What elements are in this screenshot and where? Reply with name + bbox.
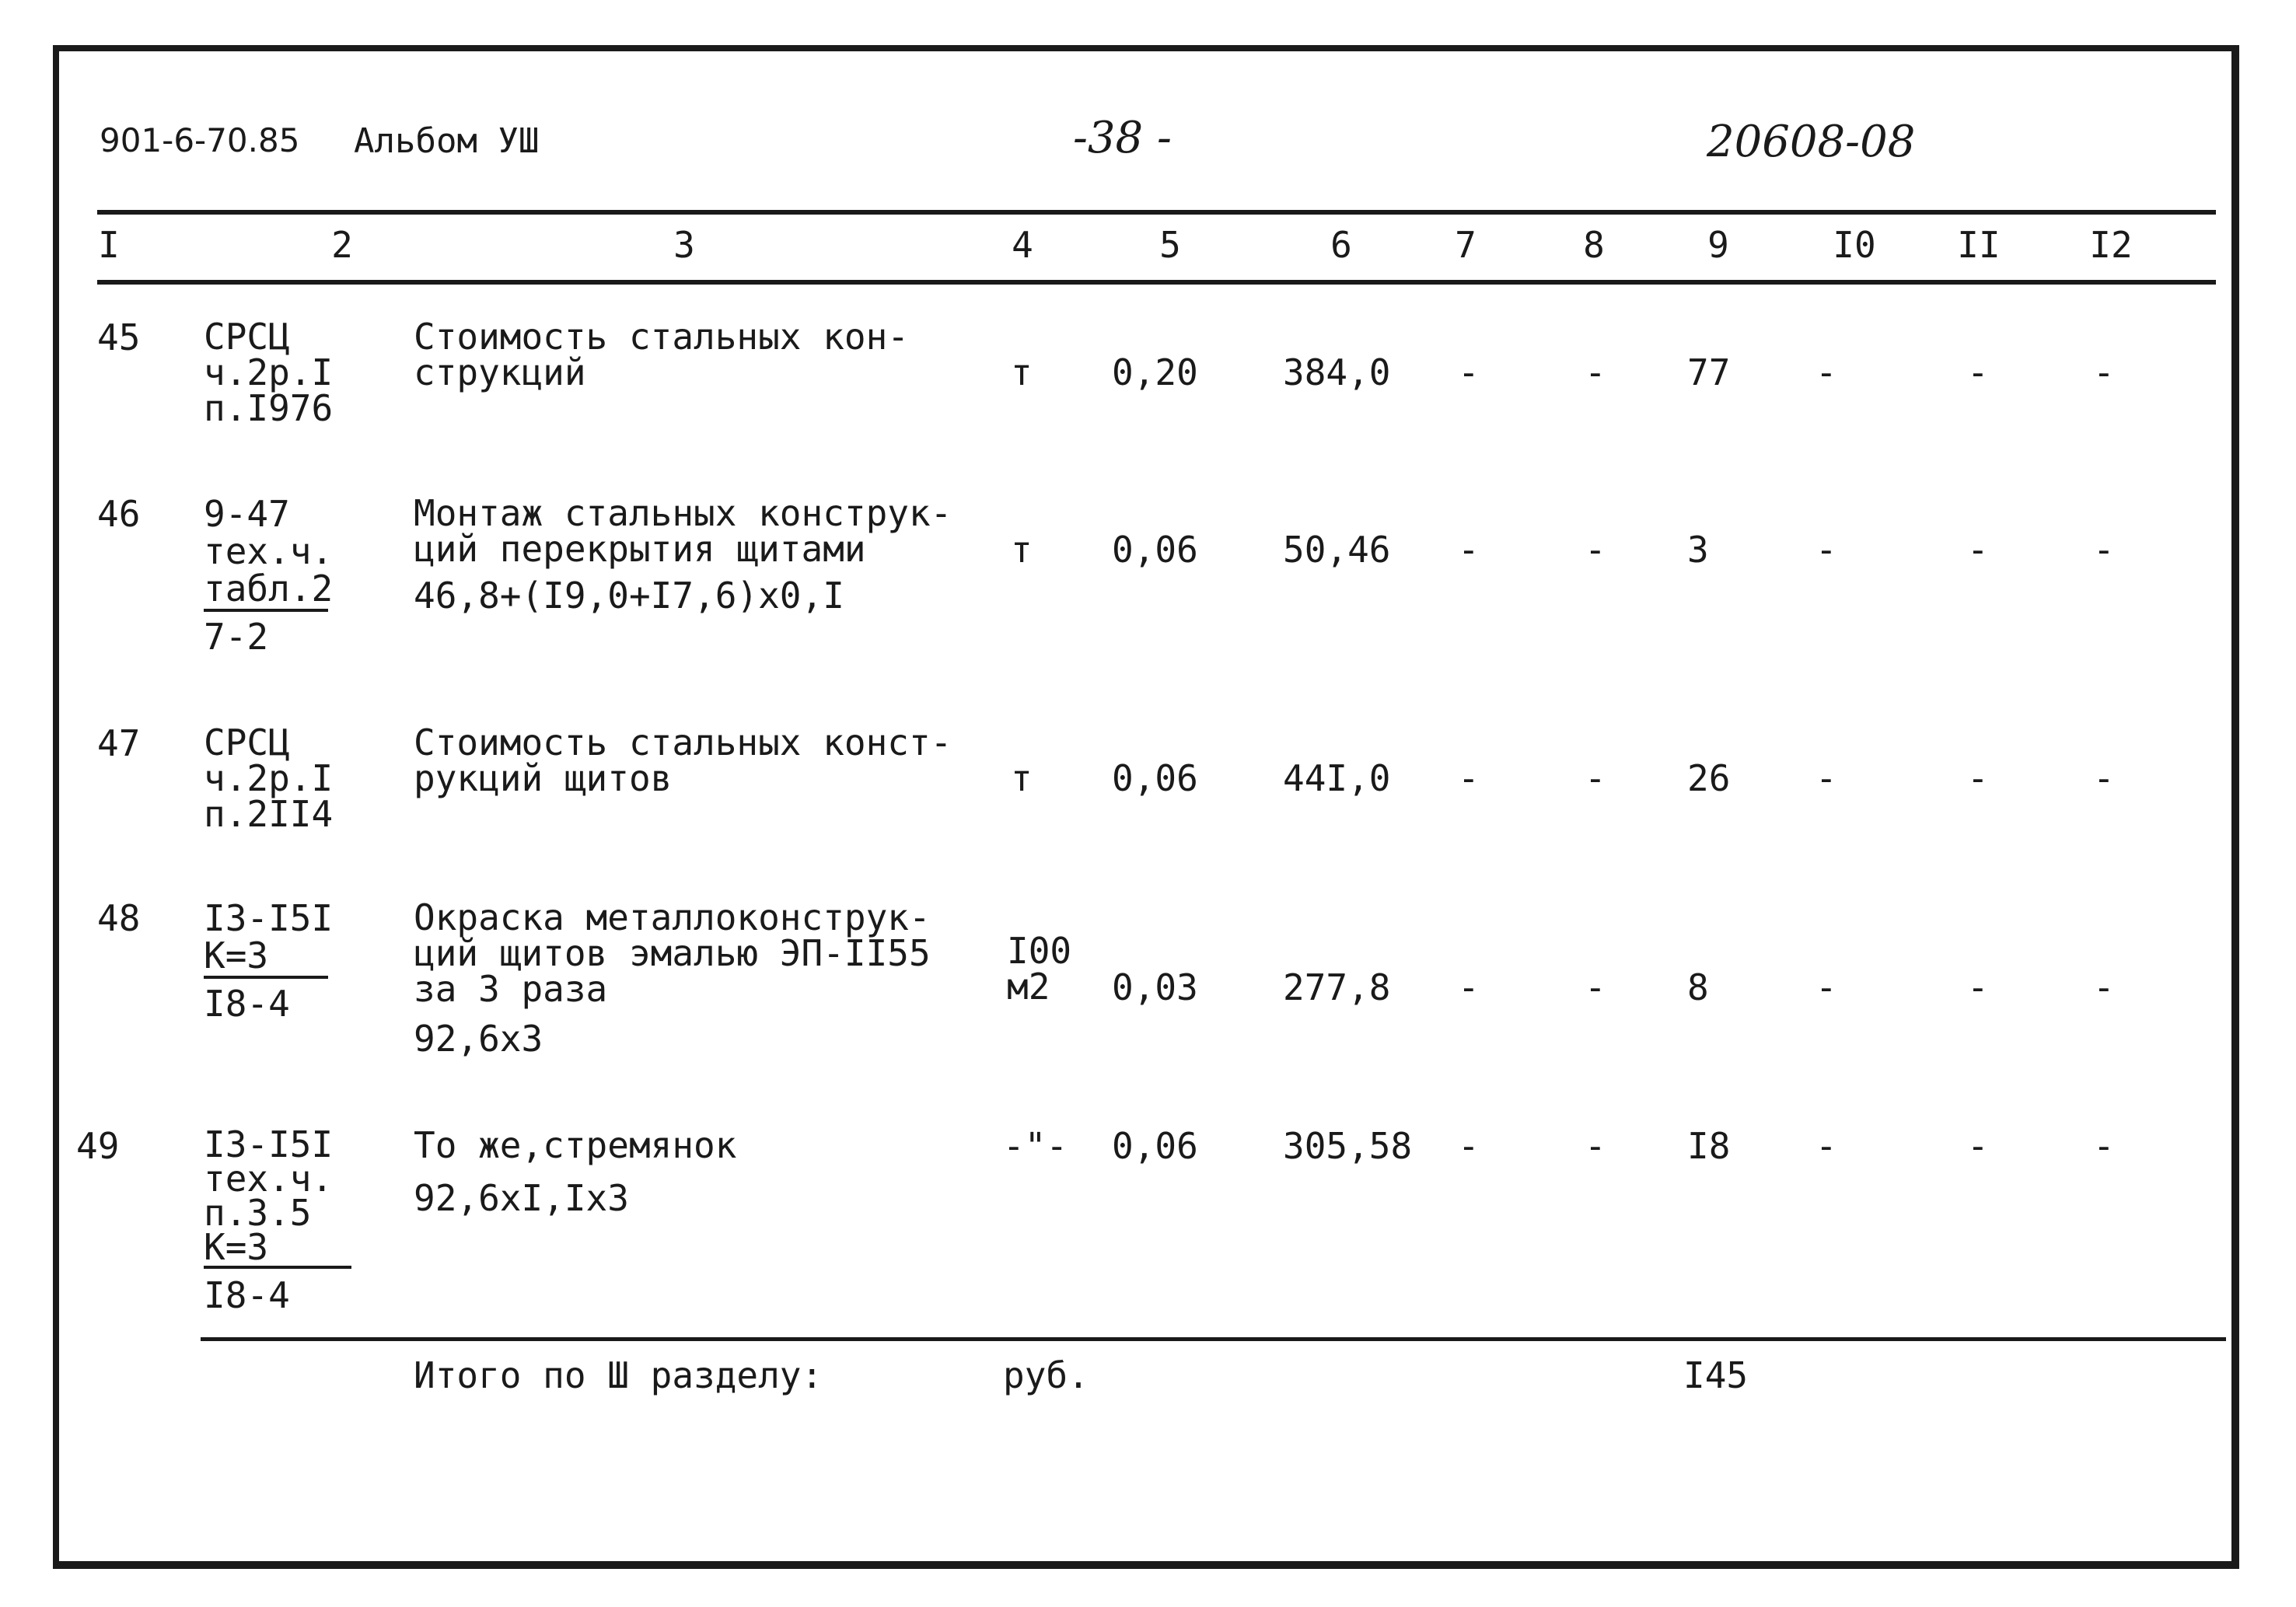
row-46-unit: т [1011,529,1033,571]
basis-line-underlined [204,570,333,612]
row-45-price: 384,0 [1283,351,1391,393]
row-49-col12: - [2093,1125,2115,1167]
column-header-8: 8 [1583,224,1605,266]
basis-line: I3-I5I [204,1123,334,1165]
row-49-col10: - [1815,1125,1837,1167]
row-49-quantity: 0,06 [1112,1125,1198,1167]
row-45-col12: - [2093,351,2115,393]
basis-line: СРСЦ [204,316,290,358]
row-45-basis [204,316,334,429]
basis-line: п.2II4 [204,793,334,835]
basis-line: ч.2р.I [204,351,334,393]
row-48-quantity: 0,03 [1112,966,1198,1008]
column-header-5: 5 [1159,224,1181,266]
basis-line: СРСЦ [204,721,290,763]
column-header-7: 7 [1455,224,1476,266]
row-45-col8: - [1585,351,1606,393]
row-45-col7: - [1458,351,1480,393]
total-rule [201,1337,2226,1341]
basis-line: тех.ч. [204,530,334,572]
row-46-col8: - [1585,529,1606,571]
row-48-col12: - [2093,966,2115,1008]
basis-line: 9-47 [204,493,290,535]
row-49-basis [204,1123,351,1316]
row-47-col10: - [1815,757,1837,799]
row-48-col7: - [1458,966,1480,1008]
row-49-unit: -"- [1003,1125,1068,1167]
total-value: I45 [1683,1354,1749,1396]
basis-fraction-top: К=3 [204,1230,351,1269]
row-49-total: I8 [1687,1125,1731,1167]
row-46-total: 3 [1687,529,1709,571]
column-header-3: 3 [673,224,695,266]
row-48-price: 277,8 [1283,966,1391,1008]
basis-line-underlined [204,937,333,979]
description-line: рукций щитов [414,757,673,799]
basis-line: тех.ч. [204,1158,334,1200]
unit-line: м2 [1007,966,1050,1008]
row-45-description [414,316,909,393]
row-47-total: 26 [1687,757,1731,799]
formula-line: 92,6xI,Ix3 [414,1177,629,1219]
row-48-unit [1007,930,1072,1008]
row-46-col12: - [2093,529,2115,571]
row-47-number: 47 [97,722,141,764]
row-47-unit: т [1011,757,1033,799]
basis-line: п.3.5 [204,1192,312,1234]
column-header-1: I [98,224,120,266]
row-45-quantity: 0,20 [1112,351,1198,393]
basis-line: п.I976 [204,387,334,429]
row-48-total: 8 [1687,966,1709,1008]
row-45-unit: т [1011,351,1033,393]
description-line: То же,стремянок [414,1124,737,1166]
column-header-6: 6 [1330,224,1352,266]
unit-line: I00 [1007,930,1072,972]
basis-line-underlined [204,1226,351,1269]
row-47-description [414,721,952,799]
row-49-price: 305,58 [1283,1125,1413,1167]
column-header-12: I2 [2089,224,2133,266]
column-header-2: 2 [331,224,353,266]
row-47-price: 44I,0 [1283,757,1391,799]
basis-line: ч.2р.I [204,757,334,799]
total-unit: руб. [1003,1354,1089,1396]
basis-line: I3-I5I [204,897,334,939]
album-label: Альбом УШ [354,121,540,161]
row-48-number: 48 [97,897,141,939]
column-header-10: I0 [1833,224,1876,266]
row-46-col11: - [1967,529,1989,571]
column-header-4: 4 [1012,224,1033,266]
project-number: 20608-08 [1707,117,1916,167]
description-line: Окраска металлоконструк- [414,896,931,938]
document-code: 901-6-70.85 [100,121,300,159]
row-47-col11: - [1967,757,1989,799]
row-46-number: 46 [97,493,141,535]
row-48-col8: - [1585,966,1606,1008]
page-number: -38 - [1073,113,1172,163]
basis-line: I8-4 [204,1274,290,1316]
row-46-col10: - [1815,529,1837,571]
row-46-basis [204,493,334,658]
row-48-description [414,896,931,1060]
basis-fraction-top: табл.2 [204,570,328,612]
row-48-col11: - [1967,966,1989,1008]
basis-fraction-top: К=3 [204,937,328,979]
description-line: ций щитов эмалью ЭП-II55 [414,932,931,974]
row-49-description [414,1124,737,1219]
row-45-total: 77 [1687,351,1731,393]
row-46-description [414,492,952,617]
row-45-col11: - [1967,351,1989,393]
row-49-col7: - [1458,1125,1480,1167]
row-47-basis [204,721,334,835]
row-46-col7: - [1458,529,1480,571]
row-45-number: 45 [97,316,141,358]
row-45-col10: - [1815,351,1837,393]
row-49-number: 49 [76,1125,120,1167]
total-label: Итого по Ш разделу: [414,1354,823,1396]
row-47-col12: - [2093,757,2115,799]
row-48-basis [204,897,334,1025]
description-line: за 3 раза [414,968,608,1010]
column-header-9: 9 [1707,224,1729,266]
formula-line: 46,8+(I9,0+I7,6)x0,I [414,575,844,617]
formula-line: 92,6x3 [414,1018,543,1060]
description-line: Монтаж стальных конструк- [414,492,952,534]
description-line: Стоимость стальных кон- [414,316,909,358]
row-48-col10: - [1815,966,1837,1008]
row-49-col8: - [1585,1125,1606,1167]
description-line: струкций [414,351,586,393]
description-line: Стоимость стальных конст- [414,721,952,763]
description-line: ций перекрытия щитами [414,528,866,570]
row-46-price: 50,46 [1283,529,1391,571]
row-47-col8: - [1585,757,1606,799]
row-47-quantity: 0,06 [1112,757,1198,799]
basis-line: I8-4 [204,983,290,1025]
row-46-quantity: 0,06 [1112,529,1198,571]
row-49-col11: - [1967,1125,1989,1167]
row-47-col7: - [1458,757,1480,799]
basis-line: 7-2 [204,616,269,658]
column-header-11: II [1957,224,2001,266]
header-rule-top [97,210,2216,215]
header-rule-bottom [97,280,2216,285]
